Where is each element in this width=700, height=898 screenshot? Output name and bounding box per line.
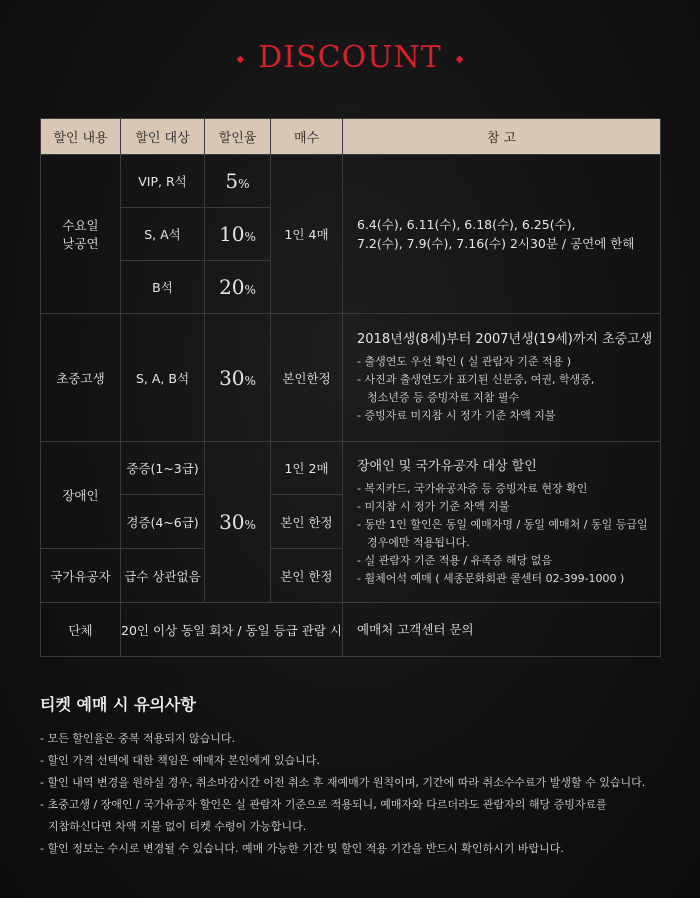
target-cell: S, A석 [121, 208, 205, 261]
target-cell: 경증(4~6급) [121, 495, 205, 549]
note-line: - 동반 1인 할인은 동일 예매자명 / 동일 예매처 / 동일 등급일 [357, 517, 648, 531]
note-line: - 미지참 시 정가 기준 차액 지불 [357, 499, 510, 513]
caution-title: 티켓 예매 시 유의사항 [40, 695, 196, 714]
count-cell: 본인한정 [271, 314, 343, 442]
note-cell [343, 155, 661, 314]
category-cell: 초중고생 [41, 314, 121, 442]
category-cell [41, 155, 121, 314]
count-cell: 1인 4매 [271, 155, 343, 314]
caution-item: - 할인 내역 변경을 원하실 경우, 취소마감시간 이전 취소 후 재예매가 원칙이며, 기간에 따라 취소수수료가 발생할 수 있습니다. [40, 776, 646, 789]
note-line: - 출생연도 우선 확인 ( 실 관람자 기준 적용 ) [357, 355, 572, 368]
diamond-icon: ◆ [455, 54, 464, 65]
category-label: 수요일 [62, 218, 99, 233]
header-cell: 할인 대상 [121, 119, 205, 155]
category-cell: 장애인 [41, 442, 121, 549]
note-cell: 예매처 고객센터 문의 [343, 603, 661, 657]
note-cell [343, 314, 661, 442]
target-cell: S, A, B석 [121, 314, 205, 442]
count-cell: 1인 2매 [271, 442, 343, 495]
note-cell [343, 442, 661, 603]
category-cell: 국가유공자 [41, 549, 121, 603]
caution-item: - 모든 할인율은 중복 적용되지 않습니다. [40, 732, 235, 745]
rate-cell: 10% [205, 208, 271, 261]
caution-list [40, 728, 680, 860]
title-block [0, 40, 700, 75]
count-cell: 본인 한정 [271, 549, 343, 603]
header-cell: 참 고 [343, 119, 661, 155]
note-line: 경우에만 적용됩니다. [367, 535, 470, 549]
target-cell: B석 [121, 261, 205, 314]
category-cell: 단체 [41, 603, 121, 657]
discount-table [40, 118, 661, 657]
caution-item: - 할인 정보는 수시로 변경될 수 있습니다. 예매 가능한 기간 및 할인 적용 기간을 반드시 확인하시기 바랍니다. [40, 842, 564, 855]
diamond-icon: ◆ [236, 54, 245, 65]
note-line: - 휠체어석 예매 ( 세종문화회관 콜센터 02-399-1000 ) [357, 571, 625, 585]
header-cell: 매수 [271, 119, 343, 155]
note-heading: 2018년생(8세)부터 2007년생(19세)까지 초중고생 [357, 332, 653, 347]
note-line: 청소년증 등 증빙자료 지참 필수 [367, 391, 520, 404]
caution-item: - 할인 가격 선택에 대한 책임은 예매자 본인에게 있습니다. [40, 754, 320, 767]
rate-cell: 30% [205, 442, 271, 603]
table-header-row [41, 119, 661, 155]
note-line: 6.4(수), 6.11(수), 6.18(수), 6.25(수), [357, 217, 576, 232]
header-cell: 할인율 [205, 119, 271, 155]
note-line: - 실 관람자 기준 적용 / 유족증 해당 없음 [357, 553, 553, 567]
caution-item: 지참하신다면 차액 지불 없이 티켓 수령이 가능합니다. [48, 820, 307, 833]
target-cell: 급수 상관없음 [121, 549, 205, 603]
table-row [41, 155, 661, 208]
target-cell: VIP, R석 [121, 155, 205, 208]
rate-cell: 30% [205, 314, 271, 442]
caution-item: - 초중고생 / 장애인 / 국가유공자 할인은 실 관람자 기준으로 적용되니, 예매자와 다르더라도 관람자의 해당 증빙자료를 [40, 798, 607, 811]
rate-cell: 20% [205, 261, 271, 314]
table-row [41, 603, 661, 657]
table-row [41, 442, 661, 495]
target-cell: 중증(1~3급) [121, 442, 205, 495]
note-line: 7.2(수), 7.9(수), 7.16(수) 2시30분 / 공연에 한해 [357, 236, 635, 251]
note-heading: 장애인 및 국가유공자 대상 할인 [357, 458, 537, 474]
table-row [41, 314, 661, 442]
note-line: - 복지카드, 국가유공자증 등 증빙자료 현장 확인 [357, 481, 588, 495]
rate-cell: 5% [205, 155, 271, 208]
note-line: - 사진과 출생연도가 표기된 신분증, 여권, 학생증, [357, 373, 595, 386]
note-line: - 증빙자료 미지참 시 정가 기준 차액 지불 [357, 409, 556, 422]
count-cell: 본인 한정 [271, 495, 343, 549]
category-label: 낮공연 [62, 236, 99, 251]
header-cell: 할인 내용 [41, 119, 121, 155]
page-title: DISCOUNT [258, 40, 442, 75]
target-cell: 20인 이상 동일 회차 / 동일 등급 관람 시 [121, 603, 343, 657]
